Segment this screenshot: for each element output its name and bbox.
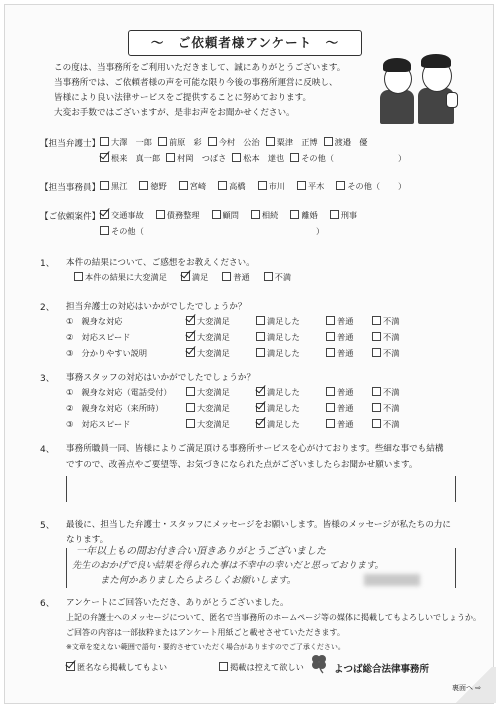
q2-row0-1[interactable] bbox=[256, 316, 300, 327]
case-option-label: 刑事 bbox=[340, 210, 358, 220]
lawyers-illustration bbox=[378, 44, 460, 124]
lawyer-option-3[interactable] bbox=[266, 137, 318, 148]
q2-column-label: 不満 bbox=[383, 332, 400, 342]
q3-row0-2[interactable] bbox=[326, 387, 353, 398]
q2-row1-2-checkbox[interactable] bbox=[326, 332, 335, 341]
q1-option-2-checkbox[interactable] bbox=[222, 272, 231, 281]
lawyer2-option-3[interactable] bbox=[290, 153, 334, 164]
intro-line-2: 当事務所では、ご依頼者様の声を可能な限り今後の事務所運営に反映し、 bbox=[54, 78, 338, 88]
q1-number: 1、 bbox=[40, 259, 55, 269]
staff-section-label: 【担当事務員】 bbox=[40, 183, 101, 193]
staff-option-3-checkbox[interactable] bbox=[218, 181, 227, 190]
lawyer2-option-label: 村岡 つばさ bbox=[177, 153, 227, 163]
staff-option-label: 黒江 bbox=[111, 181, 128, 191]
q6-option-label: 匿名なら掲載してもよい bbox=[77, 662, 168, 672]
q3-column-label: 満足した bbox=[267, 387, 300, 397]
case-option-2-checkbox[interactable] bbox=[212, 210, 221, 219]
q3-column-label: 不満 bbox=[383, 387, 400, 397]
q2-row1-1[interactable] bbox=[256, 332, 300, 343]
lawyer-option-1-checkbox[interactable] bbox=[158, 137, 167, 146]
q3-column-label: 不満 bbox=[383, 403, 400, 413]
q6-text-1: アンケートにご回答いただき、ありがとうございました。 bbox=[66, 598, 289, 608]
lawyer-option-label: 前原 彩 bbox=[168, 137, 202, 147]
q1-option-0-checkbox[interactable] bbox=[74, 272, 83, 281]
q4-text-1: 事務所職員一同、皆様によりご満足頂ける事務所サービスを心がけております。些細な事でも結構 bbox=[66, 444, 444, 454]
q2-row0-2-checkbox[interactable] bbox=[326, 316, 335, 325]
staff-option-0-checkbox[interactable] bbox=[100, 181, 109, 190]
q3-row-label-1: ② 親身な対応（来所時） bbox=[66, 403, 164, 413]
q2-column-label: 大変満足 bbox=[197, 332, 230, 342]
q2-column-label: 大変満足 bbox=[197, 316, 230, 326]
q1-option-3[interactable] bbox=[264, 272, 291, 283]
lawyer-option-2-checkbox[interactable] bbox=[208, 137, 217, 146]
q5-number: 5、 bbox=[40, 521, 55, 531]
q2-column-label: 満足した bbox=[267, 332, 300, 342]
staff-option-label: 市川 bbox=[268, 181, 285, 191]
lawyer2-option-3-checkbox[interactable] bbox=[290, 153, 299, 162]
staff-option-0[interactable] bbox=[100, 181, 127, 192]
lawyer2-option-0[interactable] bbox=[100, 153, 160, 164]
q2-row1-3[interactable] bbox=[372, 332, 399, 343]
q2-row-label-1: ② 対応スピード bbox=[66, 332, 131, 342]
q2-row0-3-checkbox[interactable] bbox=[372, 316, 381, 325]
case-option-label: 交通事故 bbox=[111, 210, 144, 220]
case-option-label: 離婚 bbox=[301, 210, 318, 220]
q2-row-label-0: ① 親身な対応 bbox=[66, 316, 123, 326]
q3-row1-3[interactable] bbox=[372, 403, 399, 414]
q2-row2-1[interactable] bbox=[256, 348, 300, 359]
case-section-label: 【ご依頼案件】 bbox=[40, 212, 101, 222]
q3-column-label: 満足した bbox=[267, 403, 300, 413]
q2-row0-2[interactable] bbox=[326, 316, 353, 327]
q3-row-label-2: ③ 対応スピード bbox=[66, 419, 131, 429]
q1-options bbox=[74, 272, 305, 283]
lawyer2-option-2[interactable] bbox=[232, 153, 284, 164]
lawyer-option-1[interactable] bbox=[158, 137, 202, 148]
lawyer2-option-label: その他（ bbox=[301, 153, 334, 163]
q1-option-1-checkbox[interactable] bbox=[181, 272, 190, 281]
lawyer-option-2[interactable] bbox=[208, 137, 260, 148]
q5-text-2: なります。 bbox=[66, 535, 109, 545]
q6-option-0[interactable] bbox=[66, 662, 167, 673]
q3-row0-3-checkbox[interactable] bbox=[372, 387, 381, 396]
staff-option-label: 高橋 bbox=[229, 181, 246, 191]
q2-row1-0[interactable] bbox=[186, 332, 230, 343]
q2-row1-0-checkbox[interactable] bbox=[186, 332, 195, 341]
q3-row1-2[interactable] bbox=[326, 403, 353, 414]
q3-row2-3-checkbox[interactable] bbox=[372, 419, 381, 428]
q1-option-label: 不満 bbox=[274, 272, 292, 282]
q3-column-label: 普通 bbox=[337, 403, 354, 413]
case-other-checkbox[interactable] bbox=[100, 226, 109, 235]
lawyer2-option-0-checkbox[interactable] bbox=[100, 153, 109, 162]
q3-row0-3[interactable] bbox=[372, 387, 399, 398]
case-option-2[interactable] bbox=[212, 210, 239, 221]
case-option-1-checkbox[interactable] bbox=[156, 210, 165, 219]
q4-text-2: ですので、改善点やご要望等、お気づきになられた点がございましたらお聞かせ願います。 bbox=[66, 460, 418, 470]
staff-option-6-checkbox[interactable] bbox=[336, 181, 345, 190]
lawyer-option-label: 渡邉 優 bbox=[334, 137, 368, 147]
q3-number: 3、 bbox=[40, 374, 55, 384]
q1-option-3-checkbox[interactable] bbox=[264, 272, 273, 281]
q3-row0-0[interactable] bbox=[186, 387, 230, 398]
q6-note: ※文章を変えない範囲で語句・要約させていただく場合がありますのでご了承ください。 bbox=[66, 643, 345, 651]
staff-option-1[interactable] bbox=[139, 181, 166, 192]
lawyer-section-label: 【担当弁護士】 bbox=[40, 139, 101, 149]
q5-handwritten-3: また何かありましたらよろしくお願いします。 bbox=[100, 575, 297, 586]
q3-row2-1[interactable] bbox=[256, 419, 300, 430]
q1-option-0[interactable] bbox=[74, 272, 167, 283]
q3-row2-0-checkbox[interactable] bbox=[186, 419, 195, 428]
q3-row1-0[interactable] bbox=[186, 403, 230, 414]
q6-option-1[interactable] bbox=[219, 662, 304, 673]
intro-line-1: この度は、当事務所をご利用いただきまして、誠にありがとうございます。 bbox=[54, 63, 346, 73]
q3-text: 事務スタッフの対応はいかがでしたでしょうか？ bbox=[66, 373, 256, 383]
q1-text: 本件の結果について、ご感想をお教えください。 bbox=[66, 258, 255, 268]
q3-row2-0[interactable] bbox=[186, 419, 230, 430]
q3-row2-1-checkbox[interactable] bbox=[256, 419, 265, 428]
q5-handwritten-1: 一年以上もの間お付き合い頂きありがとうございました bbox=[76, 546, 326, 557]
q3-column-label: 普通 bbox=[337, 387, 354, 397]
staff-option-4[interactable] bbox=[258, 181, 285, 192]
staff-option-label: 徳野 bbox=[150, 181, 167, 191]
q2-row0-1-checkbox[interactable] bbox=[256, 316, 265, 325]
case-option-label: 相続 bbox=[261, 210, 279, 220]
case-option-label: 顧問 bbox=[222, 210, 239, 220]
q3-row1-2-checkbox[interactable] bbox=[326, 403, 335, 412]
q3-row2-3[interactable] bbox=[372, 419, 399, 430]
q1-option-label: 本件の結果に大変満足 bbox=[85, 272, 167, 282]
lawyer2-option-label: 根来 真一郎 bbox=[111, 153, 161, 163]
q3-column-label: 大変満足 bbox=[197, 387, 230, 397]
lawyer2-option-2-checkbox[interactable] bbox=[232, 153, 241, 162]
lawyer-section bbox=[40, 137, 100, 149]
q1-option-1[interactable] bbox=[181, 272, 208, 283]
staff-option-label: 平木 bbox=[307, 181, 325, 191]
q3-row1-1[interactable] bbox=[256, 403, 300, 414]
q6-number: 6、 bbox=[40, 599, 55, 609]
q3-column-label: 大変満足 bbox=[197, 403, 230, 413]
case-section bbox=[40, 210, 100, 222]
lawyer-option-0[interactable] bbox=[100, 137, 152, 148]
clover-logo-icon bbox=[308, 652, 330, 674]
lawyer-options-row2 bbox=[100, 153, 340, 164]
case-option-label: 債務整理 bbox=[166, 210, 200, 220]
q2-column-label: 不満 bbox=[383, 316, 400, 326]
lawyer2-option-label: 松本 達也 bbox=[243, 153, 285, 163]
lawyer2-option-1-checkbox[interactable] bbox=[166, 153, 175, 162]
q1-option-label: 普通 bbox=[233, 272, 250, 282]
intro-line-3: 皆様により良い法律サービスをご提供することに努めております。 bbox=[54, 93, 312, 103]
case-other: その他（ bbox=[100, 226, 144, 237]
intro-line-4: 大変お手数ではございますが、是非お声をお聞かせください。 bbox=[54, 108, 295, 118]
case-option-0[interactable] bbox=[100, 210, 144, 221]
q4-answer-box[interactable] bbox=[66, 476, 456, 502]
redacted-signature bbox=[364, 574, 420, 586]
q2-row1-1-checkbox[interactable] bbox=[256, 332, 265, 341]
q3-column-label: 普通 bbox=[337, 419, 354, 429]
q3-row2-2[interactable] bbox=[326, 419, 353, 430]
q3-column-label: 不満 bbox=[383, 419, 400, 429]
q2-column-label: 満足した bbox=[267, 316, 300, 326]
case-option-5-checkbox[interactable] bbox=[330, 210, 339, 219]
q6-text-2: 上記の弁護士へのメッセージについて、匿名で当事務所のホームページ等の媒体に掲載してもよろしいでしょうか。 bbox=[66, 613, 482, 622]
staff-option-6[interactable] bbox=[336, 181, 380, 192]
q2-row1-2[interactable] bbox=[326, 332, 353, 343]
case-option-5[interactable] bbox=[330, 210, 357, 221]
staff-section bbox=[40, 181, 100, 193]
lawyer2-option-1[interactable] bbox=[166, 153, 226, 164]
lawyer-option-label: 大澤 一郎 bbox=[111, 137, 152, 147]
q6-option-1-checkbox[interactable] bbox=[219, 662, 228, 671]
staff-option-label: 宮崎 bbox=[189, 181, 207, 191]
q6-option-label: 掲載は控えて欲しい bbox=[230, 662, 304, 672]
case-option-3[interactable] bbox=[251, 210, 278, 221]
q3-row2-2-checkbox[interactable] bbox=[326, 419, 335, 428]
q3-column-label: 大変満足 bbox=[197, 419, 230, 429]
lawyer-option-4[interactable] bbox=[324, 137, 368, 148]
q2-column-label: 大変満足 bbox=[197, 348, 230, 358]
lawyer-option-0-checkbox[interactable] bbox=[100, 137, 109, 146]
q2-row0-0-checkbox[interactable] bbox=[186, 316, 195, 325]
case-option-1[interactable] bbox=[156, 210, 200, 221]
q3-column-label: 満足した bbox=[267, 419, 300, 429]
q2-row-label-2: ③ 分かりやすい説明 bbox=[66, 348, 148, 358]
case-options bbox=[100, 210, 369, 221]
q2-row2-1-checkbox[interactable] bbox=[256, 348, 265, 357]
q3-row0-0-checkbox[interactable] bbox=[186, 387, 195, 396]
q2-row2-0[interactable] bbox=[186, 348, 230, 359]
lawyer-option-4-checkbox[interactable] bbox=[324, 137, 333, 146]
q2-row2-3-checkbox[interactable] bbox=[372, 348, 381, 357]
q3-row1-3-checkbox[interactable] bbox=[372, 403, 381, 412]
case-option-0-checkbox[interactable] bbox=[100, 210, 109, 219]
q6-option-0-checkbox[interactable] bbox=[66, 662, 75, 671]
case-option-3-checkbox[interactable] bbox=[251, 210, 260, 219]
lawyer-option-3-checkbox[interactable] bbox=[266, 137, 275, 146]
q1-option-label: 満足 bbox=[191, 272, 209, 282]
q2-column-label: 満足した bbox=[267, 348, 300, 358]
q2-row2-0-checkbox[interactable] bbox=[186, 348, 195, 357]
lawyer-option-label: 粟津 正博 bbox=[276, 137, 318, 147]
q2-row0-3[interactable] bbox=[372, 316, 399, 327]
q2-row2-3[interactable] bbox=[372, 348, 399, 359]
q2-row2-2-checkbox[interactable] bbox=[326, 348, 335, 357]
q3-row0-2-checkbox[interactable] bbox=[326, 387, 335, 396]
staff-option-5-checkbox[interactable] bbox=[297, 181, 306, 190]
staff-options bbox=[100, 181, 392, 192]
staff-option-label: その他（ bbox=[347, 181, 381, 191]
q2-text: 担当弁護士の対応はいかがでしたでしょうか？ bbox=[66, 302, 247, 312]
firm-name: よつば総合法律事務所 bbox=[334, 664, 430, 675]
q2-row1-3-checkbox[interactable] bbox=[372, 332, 381, 341]
q5-handwritten-2: 先生のおかげで良い結果を得られた事は不幸中の幸いだと思っております。 bbox=[72, 560, 384, 571]
back-page-link[interactable]: 裏面へ ⇨ bbox=[452, 684, 482, 692]
q2-column-label: 普通 bbox=[337, 316, 354, 326]
staff-option-2-checkbox[interactable] bbox=[179, 181, 188, 190]
q6-text-3: ご回答の内容は一部抜粋またはアンケート用紙ごと載せさせていただきます。 bbox=[66, 628, 345, 637]
case-option-4[interactable] bbox=[290, 210, 317, 221]
q2-column-label: 普通 bbox=[337, 332, 354, 342]
q2-column-label: 不満 bbox=[383, 348, 400, 358]
q3-row0-1-checkbox[interactable] bbox=[256, 387, 265, 396]
staff-option-1-checkbox[interactable] bbox=[139, 181, 148, 190]
staff-option-4-checkbox[interactable] bbox=[258, 181, 267, 190]
q4-number: 4、 bbox=[40, 445, 55, 455]
staff-option-5[interactable] bbox=[297, 181, 324, 192]
q2-number: 2、 bbox=[40, 303, 55, 313]
q5-text-1: 最後に、担当した弁護士・スタッフにメッセージをお願いします。皆様のメッセージが私たちの力に bbox=[66, 520, 452, 530]
lawyer-options-row1 bbox=[100, 137, 373, 148]
q1-option-2[interactable] bbox=[222, 272, 249, 283]
q3-row-label-0: ① 親身な対応（電話受付） bbox=[66, 387, 172, 397]
q2-row2-2[interactable] bbox=[326, 348, 353, 359]
q2-row0-0[interactable] bbox=[186, 316, 230, 327]
q3-row0-1[interactable] bbox=[256, 387, 300, 398]
lawyer-option-label: 今村 公治 bbox=[218, 137, 260, 147]
case-option-4-checkbox[interactable] bbox=[290, 210, 299, 219]
survey-title: 〜 ご依頼者様アンケート 〜 bbox=[128, 30, 362, 56]
q3-row1-0-checkbox[interactable] bbox=[186, 403, 195, 412]
arrow-right-icon: ⇨ bbox=[475, 684, 482, 692]
staff-option-2[interactable] bbox=[179, 181, 206, 192]
staff-option-3[interactable] bbox=[218, 181, 245, 192]
q3-row1-1-checkbox[interactable] bbox=[256, 403, 265, 412]
q2-column-label: 普通 bbox=[337, 348, 354, 358]
